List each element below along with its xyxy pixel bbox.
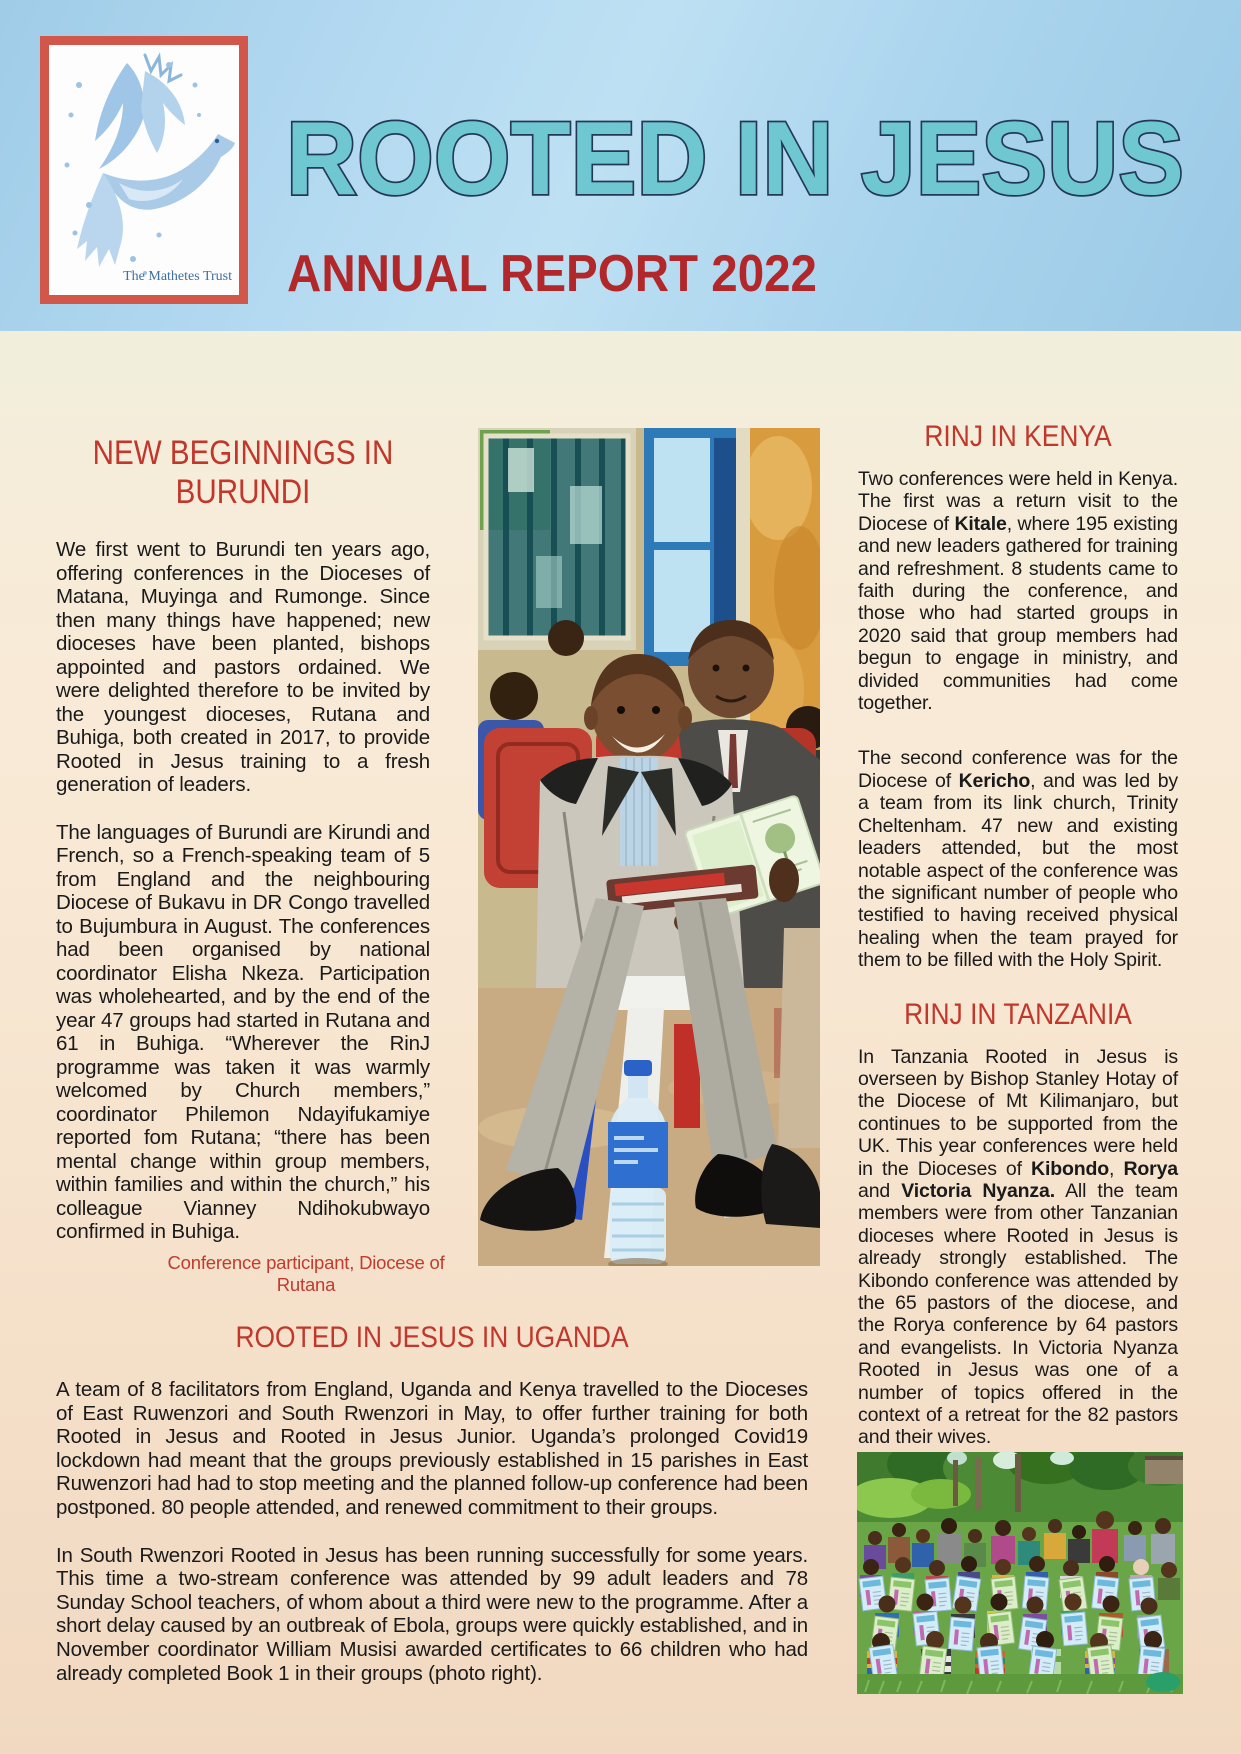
foreground-grass [857, 1672, 1183, 1694]
section-burundi [56, 434, 430, 1244]
kenya-paragraph-1 [858, 468, 1178, 714]
conference-photo-illustration [478, 428, 820, 1266]
section-uganda [56, 1320, 808, 1685]
tanzania-paragraph [858, 1046, 1178, 1449]
report-subtitle-text: ANNUAL REPORT 2022 [287, 246, 817, 303]
mathetes-trust-logo [40, 36, 248, 304]
uganda-paragraph-2: In South Rwenzori Rooted in Jesus has been running successfully for some years. This time a two-stream conference was attended by 99 adult leaders and 78 Sunday School teachers, of whom about a third were new to the programme. After a short delay caused by an outbreak of Ebola, groups were quickly established, and in November coordinator William Musisi awarded certificates to 66 children who had already completed Book 1 in their groups (photo right). [56, 1543, 808, 1685]
report-subtitle [285, 246, 825, 304]
trees-background [857, 1452, 1183, 1522]
kenya-p2-bold-kericho: Kericho [958, 769, 1031, 792]
water-dove-icon [49, 45, 239, 295]
report-title [284, 94, 1194, 214]
tz-pre: In Tanzania Rooted in Jesus is overseen by Bishop Stanley Hotay of the Diocese of Mt Kilimanjaro, but continues to be supported from the UK. This year conferences were held in the Dioceses of [858, 1045, 1178, 1180]
burundi-paragraph-2: The languages of Burundi are Kirundi and French, so a French-speaking team of 5 from England and the neighbouring Diocese of Bukavu in DR Congo travelled to Bujumbura in August. The conferences had been organised by national coordinator Elisha Nkeza. Participation was wholehearted, and by the end of the year 47 groups had started in Rutana and 61 in Buhiga. “Wherever the RinJ programme was taken it was warmly welcomed by Church members,” coordinator Philemon Ndayifukamiye reported fom Rutana; “there has been mental change within group members, within families and within the church,” his colleague Vianney Ndihokubwayo confirmed in Buhiga. [56, 820, 430, 1243]
children-photo-illustration [857, 1452, 1183, 1694]
kenya-p2-pre: The second conference was for the Diocese of [858, 747, 1178, 792]
logo-trust-name: The Mathetes Trust [123, 269, 232, 284]
tz-bold-rorya: Rorya [1123, 1157, 1178, 1180]
uganda-paragraph-1: A team of 8 facilitators from England, Uganda and Kenya travelled to the Dioceses of East Ruwenzori and South Rwenzori in May, to offer further training for both Rooted in Jesus and Rooted in Jesus Junior. Uganda’s prolonged Covid19 lockdown had meant that the groups previously established in 15 parishes in East Ruwenzori had had to stop meeting and the planned follow-up conference had been postponed. 80 people attended, and renewed commitment to their groups. [56, 1378, 808, 1519]
tz-mid-1: , [1109, 1157, 1124, 1180]
neighbour-leg [778, 928, 820, 1148]
kenya-p1-bold-kitale: Kitale [954, 512, 1007, 535]
masthead [0, 0, 1241, 331]
kenya-paragraph-2 [858, 747, 1178, 971]
burundi-paragraph-1: We first went to Burundi ten years ago, offering conferences in the Dioceses of Matana, Muyinga and Rumonge. Since then many things have happened; new dioceses have been planted, bishops appointed and pastors ordained. We were delighted therefore to be invited by the youngest dioceses, Rutana and Buhiga, both created in 2017, to provide Rooted in Jesus training to a fresh generation of leaders. [56, 538, 430, 796]
tz-mid-2: and [858, 1179, 902, 1202]
conference-photo [478, 428, 820, 1266]
tz-bold-kibondo: Kibondo [1031, 1157, 1110, 1180]
kenya-heading: RINJ IN KENYA [924, 420, 1112, 453]
uganda-heading: ROOTED IN JESUS IN UGANDA [235, 1321, 629, 1354]
tz-bold-victoria-nyanza: Victoria Nyanza. [901, 1179, 1055, 1202]
right-column [858, 420, 1178, 1449]
kenya-p2-post: , and was led by a team from its link church, Trinity Cheltenham. 47 new and existing leaders attended, but the most notable aspect of the conference was the significant number of people who testified to having received physical healing when the team prayed for them to be filled with the Holy Spirit. [858, 769, 1178, 972]
report-title-text: ROOTED IN JESUS [286, 101, 1184, 214]
conference-photo-caption: Conference participant, Diocese of Rutana [167, 1252, 445, 1295]
burundi-heading: NEW BEGINNINGS IN BURUNDI [92, 434, 394, 511]
left-window [478, 428, 636, 650]
tanzania-heading: RINJ IN TANZANIA [904, 997, 1132, 1031]
kenya-p1-pre: Two conferences were held in Kenya. The first was a return visit to the Diocese of [858, 468, 1178, 535]
children-certificates-photo [857, 1452, 1183, 1694]
kenya-p1-post: , where 195 existing and new leaders gathered for training and refreshment. 8 students came to faith during the conference, and those who had started groups in 2020 said that group members had begun to engage in ministry, and divided communities had come together. [858, 512, 1178, 715]
tz-post: All the team members were from other Tanzanian dioceses where Rooted in Jesus is already strongly established. The Kibondo conference was attended by the 65 pastors of the diocese, and the Rorya conference by 64 pastors and evangelists. In Victoria Nyanza Rooted in Jesus was one of a number of topics offered in the context of a retreat for the 82 pastors and their wives. [858, 1179, 1178, 1449]
